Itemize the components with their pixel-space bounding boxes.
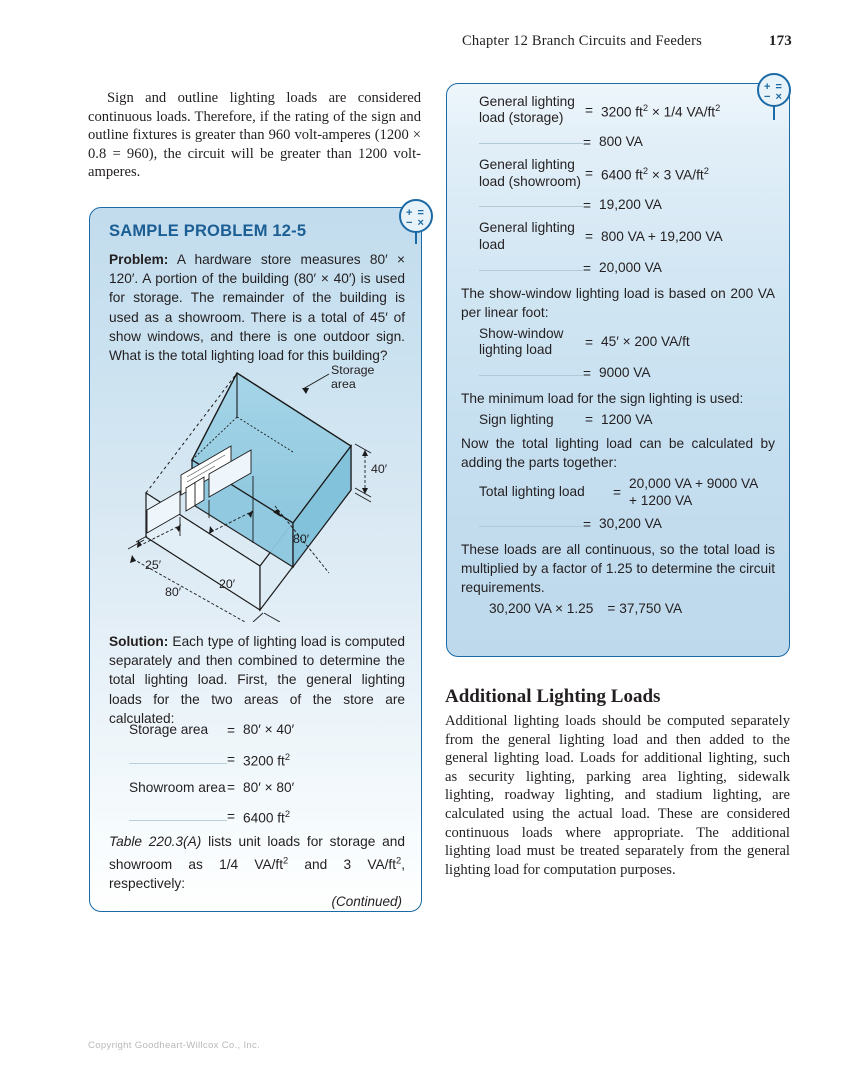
- calc-label-line2: load (storage): [479, 110, 564, 126]
- calc-label: [461, 220, 585, 253]
- final-equals: =: [607, 600, 616, 616]
- problem-text: A hardware store measures 80′ × 120′. A portion of the building (80′ × 40′) is used for storage. The remainder of the building is used as a showroom. There is a total of 45′ of show windows, and there is one outdoor sign. What is the total lighting load for this building?: [109, 252, 405, 364]
- figure-dim-window2: 20′: [219, 577, 236, 591]
- calc-row: [109, 749, 405, 770]
- calc-row: [461, 260, 777, 276]
- continued-label: (Continued): [331, 894, 402, 909]
- calc-row: [461, 197, 777, 213]
- calc-label: Total lighting load: [479, 484, 585, 500]
- calc-label-line1: General lighting: [479, 157, 575, 173]
- calc-label-line1: General lighting: [479, 220, 575, 236]
- calc-label-line1: General lighting: [479, 94, 575, 109]
- calc-label-line2: load (showroom): [479, 173, 581, 189]
- calc-row: [461, 220, 777, 253]
- figure-dim-front: 80′: [165, 585, 182, 599]
- right-calculation-list: [461, 94, 777, 616]
- calc-equals: =: [583, 260, 591, 276]
- sample-problem-box: [89, 207, 422, 912]
- calc-equals: =: [583, 197, 591, 213]
- storage-label-line1: Storage: [331, 363, 375, 377]
- calculator-badge-icon-left: [399, 199, 433, 233]
- solution-label: Solution:: [109, 634, 169, 649]
- calc-label-rule: [479, 270, 583, 271]
- calc-equals: =: [585, 229, 593, 245]
- badge-row1-left: + =: [406, 207, 425, 219]
- calc-value: 20,000 VA + 9000 VA + 1200 VA: [629, 476, 758, 508]
- final-calc-row: [461, 601, 777, 616]
- figure-dim-depth: 40′: [371, 462, 388, 476]
- calc-row: [461, 516, 777, 532]
- intro-paragraph-block: [88, 89, 421, 182]
- chapter-title: Chapter 12 Branch Circuits and Feeders: [462, 33, 702, 49]
- calc-row-sign: [461, 412, 777, 428]
- calc-value: 6400 $ft^2 \times 3$ $VA/ft^2$: [601, 166, 709, 183]
- calc-equals: =: [585, 166, 593, 182]
- calc-equals: =: [227, 751, 235, 767]
- calc-label: Storage area: [129, 722, 209, 737]
- calc-value: 9000 VA: [599, 365, 651, 381]
- calc-equals: =: [585, 102, 593, 118]
- calc-label-rule: [479, 206, 583, 207]
- calc-label-line1: Show-window: [479, 325, 564, 341]
- calculation-continuation-box: [446, 83, 790, 657]
- sample-problem-title: SAMPLE PROBLEM 12-5: [109, 222, 307, 240]
- problem-statement: [109, 250, 405, 365]
- calc-value: 800 VA + 19,200 VA: [601, 228, 723, 244]
- calc-label: [461, 326, 585, 359]
- intro-paragraph: Sign and outline lighting loads are considered continuous loads. Therefore, if the rating of the sign and outline fixtures is greater than 960 volt-amperes (1200 × 0.8 = 960), the circuit will be greater than 1200 volt-amperes.: [88, 90, 421, 181]
- calculator-badge-icon-right: [757, 73, 791, 107]
- calc-value: 80′ × 80′: [243, 779, 295, 795]
- final-value: 37,750 VA: [619, 600, 683, 616]
- calc-label: Showroom area: [129, 779, 226, 795]
- solution-statement: [109, 632, 405, 728]
- additional-lighting-prose: [445, 712, 790, 879]
- calc-equals: =: [585, 334, 593, 350]
- additional-lighting-paragraph: Additional lighting loads should be computed separately from the general lighting load and then added to the general lighting load. Loads for additional lighting, such as security lighting, parking area lighting, sidewalk lighting, roadway lighting, and stadium lighting, are calculated using the actual load. These are considered continuous loads where appropriate. The additional lighting load must be treated separately from the general lighting load for computation purposes.: [445, 713, 790, 878]
- building-diagram-svg: [103, 360, 411, 622]
- table-note-text: lists unit loads for storage and showroom as 1/4 $VA/ft^2$ and 3 $VA/ft^2$, respectively:: [109, 834, 406, 891]
- calc-equals: =: [613, 485, 621, 501]
- problem-label: Problem:: [109, 252, 169, 267]
- calc-label-line2: load: [479, 236, 505, 252]
- calc-row: [109, 722, 405, 739]
- calc-value: 45′ × 200 VA/ft: [601, 333, 690, 349]
- calc-value: 1200 VA: [601, 411, 653, 427]
- calc-value: 19,200 VA: [599, 197, 662, 213]
- badge-row1-right: + =: [764, 81, 783, 93]
- left-calculation-list: [109, 722, 405, 837]
- storage-label-line2: area: [331, 377, 356, 391]
- calc-row: [461, 326, 777, 359]
- table-reference: Table 220.3(A): [109, 834, 202, 849]
- calc-value: 6400 $ft^2$: [243, 809, 291, 826]
- calc-value: 800 VA: [599, 133, 643, 149]
- calc-value: 20,000 VA: [599, 260, 662, 276]
- section-heading-additional-lighting: Additional Lighting Loads: [445, 686, 661, 707]
- calc-row: [461, 476, 777, 509]
- solution-text: Each type of lighting load is computed separately and then combined to determine the total lighting load. First, the general lighting loads for the two areas of the store are calculated:: [109, 634, 405, 726]
- calc-label: [461, 94, 585, 127]
- calc-value: 80′ × 40′: [243, 722, 295, 737]
- calc-label-rule: [129, 820, 227, 821]
- building-diagram: [103, 360, 411, 622]
- calc-label-rule: [129, 763, 227, 764]
- copyright-notice: Copyright Goodheart-Willcox Co., Inc.: [88, 1040, 261, 1051]
- calc-label-rule: [479, 526, 583, 527]
- note-total: Now the total lighting load can be calculated by adding the parts together:: [461, 436, 775, 471]
- figure-dim-window: 25′: [145, 558, 162, 572]
- calc-label-line2: lighting load: [479, 342, 553, 358]
- page-number: 173: [768, 33, 792, 49]
- calc-label: [461, 157, 585, 190]
- calc-row: [461, 94, 777, 127]
- table-note: [109, 832, 405, 893]
- calc-row: [109, 780, 405, 797]
- figure-label-storage: [331, 363, 374, 391]
- note-continuous: These loads are all continuous, so the total load is multiplied by a factor of 1.25 to determine the circuit requirements.: [461, 541, 775, 595]
- calc-equals: =: [227, 780, 235, 796]
- calc-label: Sign lighting: [479, 411, 554, 427]
- calc-label-rule: [479, 375, 583, 376]
- calc-row: [461, 134, 777, 150]
- calc-equals: =: [227, 809, 235, 825]
- figure-dim-length: 80′: [293, 532, 310, 546]
- calc-value: 3200 $ft^2$: [243, 751, 291, 769]
- calc-equals: =: [227, 722, 235, 738]
- calc-label-rule: [479, 143, 583, 144]
- calc-equals: =: [585, 411, 593, 427]
- calc-value: 30,200 VA: [599, 516, 662, 532]
- calc-value: 3200 $ft^2 \times 1/4$ $VA/ft^2$: [601, 102, 721, 120]
- badge-row2-right: − ×: [764, 91, 783, 103]
- calc-equals: =: [583, 366, 591, 382]
- calc-row: [461, 365, 777, 381]
- badge-row2-left: − ×: [406, 217, 425, 229]
- calc-row: [109, 806, 405, 827]
- note-sign: The minimum load for the sign lighting is used:: [461, 390, 744, 406]
- calc-equals: =: [583, 134, 591, 150]
- note-showwindow: The show-window lighting load is based on 200 VA per linear foot:: [461, 285, 775, 320]
- final-expression: 30,200 VA × 1.25: [489, 600, 594, 616]
- calc-equals: =: [583, 516, 591, 532]
- calc-row: [461, 157, 777, 190]
